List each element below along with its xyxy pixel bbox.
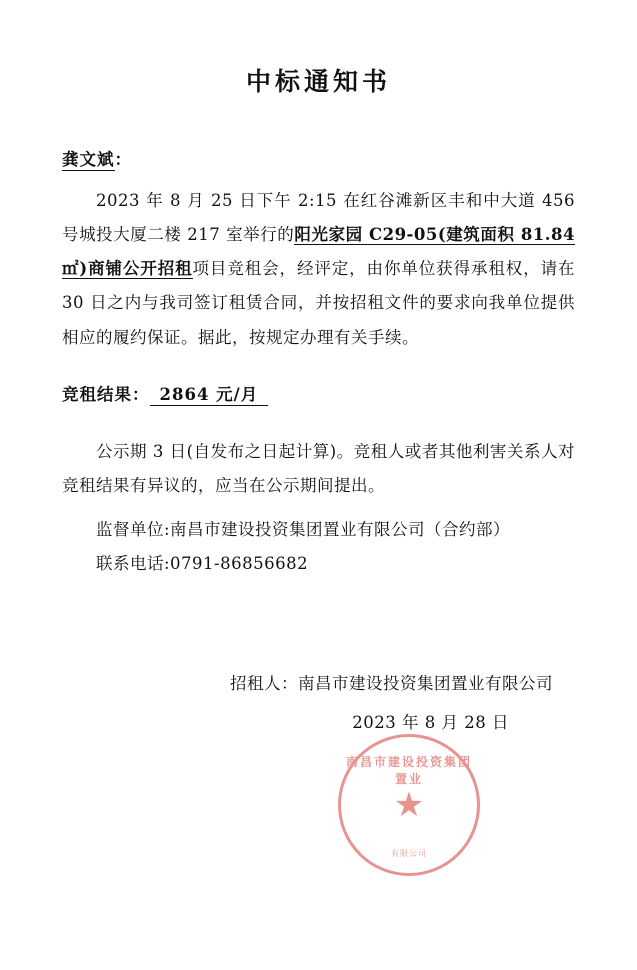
result-line — [62, 381, 575, 405]
result-value: 2864 元/月 — [150, 385, 269, 406]
seal-top-text: 南昌市建设投资集团置业 — [345, 755, 472, 786]
seal-bottom-text: 有限公司 — [391, 849, 427, 858]
company-seal-stamp — [338, 734, 480, 876]
page-title: 中标通知书 — [245, 67, 391, 96]
main-paragraph-emphasis: 阳光家园 C29-05(建筑面积 81.84 ㎡)商铺公开招租 — [62, 225, 575, 279]
addressee-colon: ： — [114, 150, 132, 169]
signature-block — [62, 667, 575, 739]
result-label: 竞租结果： — [62, 384, 150, 404]
signature-organization: 招租人：南昌市建设投资集团置业有限公司 — [230, 674, 553, 694]
star-icon: ★ — [393, 785, 425, 825]
notice-text: 公示期 3 日(自发布之日起计算)。竞租人或者其他利害关系人对竞租结果有异议的，应当在公示期间提出。 — [62, 441, 575, 495]
supervisor-line: 监督单位:南昌市建设投资集团置业有限公司（合约部） — [96, 519, 511, 539]
addressee-name: 龚文斌 — [62, 150, 115, 169]
addressee-line — [62, 146, 575, 170]
phone-line: 联系电话:0791-86856682 — [96, 554, 309, 574]
main-paragraph-part2: 项目竞租会，经评定，由你单位获得承租权，请在 30 日之内与我司签订租赁合同，并按招租文件的要求向我单位提供相应的履约保证。据此，按规定办理有关手续。 — [62, 259, 575, 347]
signature-date: 2023 年 8 月 28 日 — [352, 713, 509, 733]
main-paragraph-part1: 2023 年 8 月 25 日下午 2:15 在红谷滩新区丰和中大道 456 号城投大厦二楼 217 室举行的 — [62, 191, 575, 245]
document-page — [0, 62, 637, 970]
notice-paragraph — [62, 435, 575, 503]
main-paragraph — [62, 184, 575, 355]
